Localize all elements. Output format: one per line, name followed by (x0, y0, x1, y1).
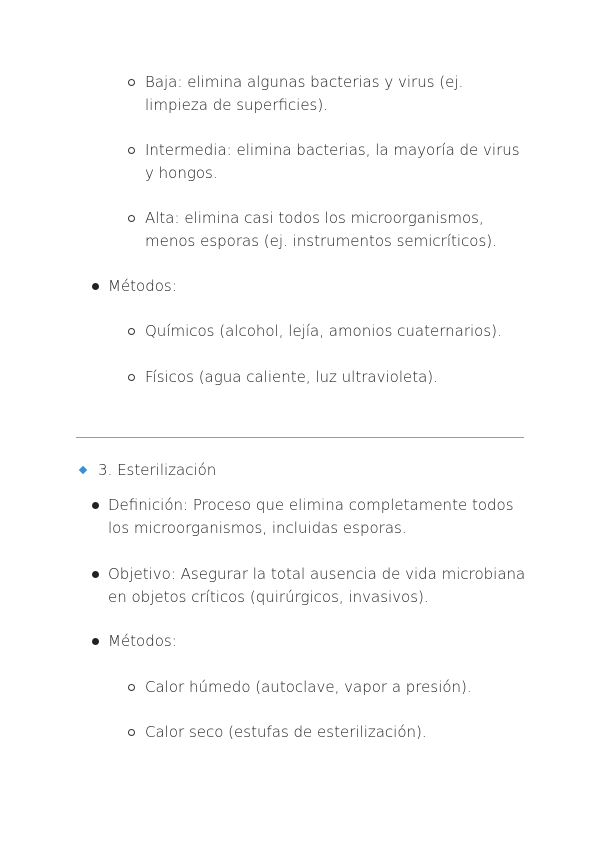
diamond-icon (79, 466, 87, 474)
definition-text: Definición: Proceso que elimina completamente todos los microorganismos, incluidas esporas. (108, 496, 514, 537)
objective-text: Objetivo: Asegurar la total ausencia de vida microbiana en objetos críticos (quirúrgicos, invasivos). (108, 565, 526, 606)
hollow-bullet-icon (128, 215, 135, 222)
methods-label: Métodos: (108, 277, 177, 295)
level-alta: Alta: elimina casi todos los microorganismos, menos esporas (ej. instrumentos semicríticos). (145, 209, 497, 250)
hollow-bullet-icon (128, 684, 135, 691)
hollow-bullet-icon (128, 328, 135, 335)
method-quimicos: Químicos (alcohol, lejía, amonios cuaternarios). (145, 322, 502, 340)
hollow-bullet-icon (128, 79, 135, 86)
hollow-bullet-icon (128, 147, 135, 154)
method-calor-humedo: Calor húmedo (autoclave, vapor a presión). (145, 678, 472, 696)
method-fisicos: Físicos (agua caliente, luz ultravioleta). (145, 368, 438, 386)
hollow-bullet-icon (128, 729, 135, 736)
section-divider (76, 437, 524, 438)
solid-bullet-icon (92, 502, 99, 509)
level-baja: Baja: elimina algunas bacterias y virus (ej. limpieza de superficies). (145, 73, 464, 114)
solid-bullet-icon (92, 571, 99, 578)
level-intermedia: Intermedia: elimina bacterias, la mayoría de virus y hongos. (145, 141, 520, 182)
method-calor-seco: Calor seco (estufas de esterilización). (145, 723, 427, 741)
section-heading: 3. Esterilización (98, 461, 217, 479)
hollow-bullet-icon (128, 374, 135, 381)
methods-label: Métodos: (108, 632, 177, 650)
solid-bullet-icon (92, 283, 99, 290)
solid-bullet-icon (92, 638, 99, 645)
